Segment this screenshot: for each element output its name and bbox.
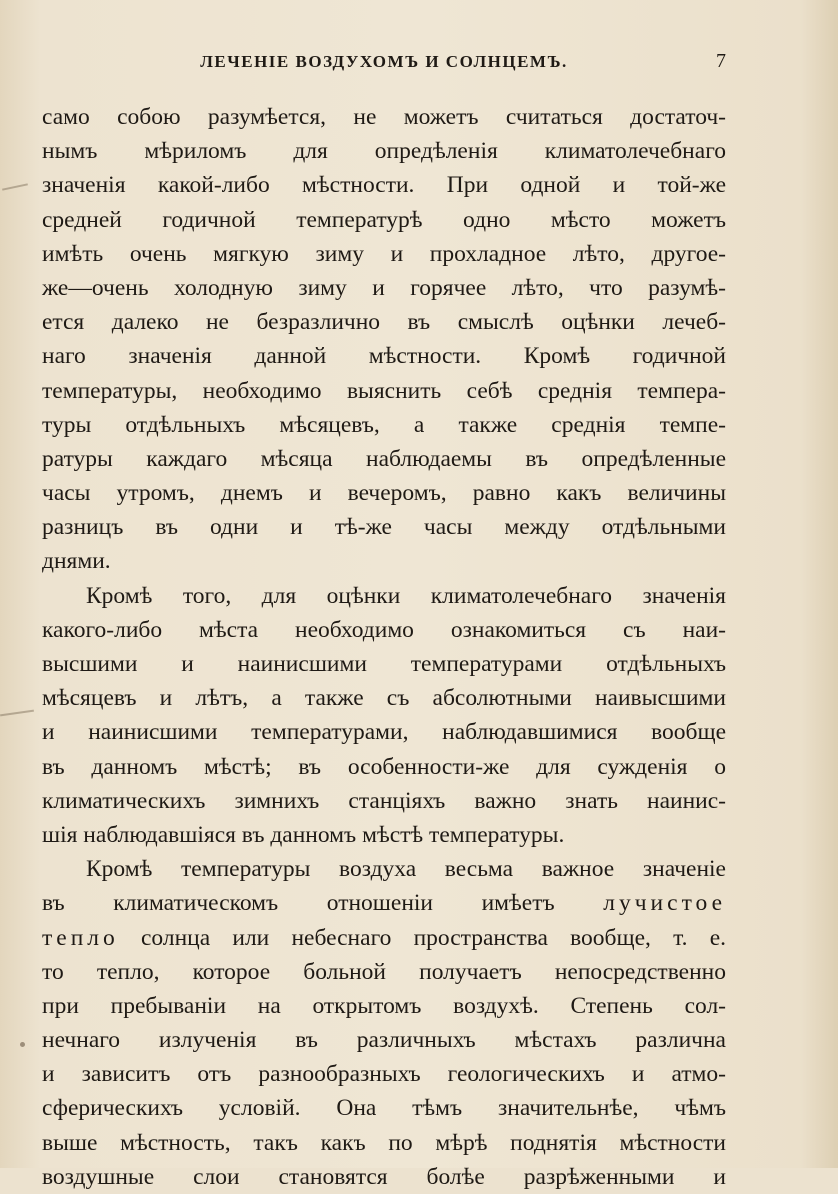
margin-mark xyxy=(2,183,28,190)
text-line xyxy=(42,921,726,955)
text-segment: солнца или небеснаго пространства вообще, т. е. xyxy=(140,924,726,951)
running-head xyxy=(42,50,726,78)
text-line: какого-либо мѣста необходимо ознакомиться съ наи- xyxy=(42,616,726,643)
text-line: при пребываніи на открытомъ воздухѣ. Степень сол- xyxy=(42,992,726,1019)
margin-mark xyxy=(0,710,34,717)
text-line: разницъ въ одни и тѣ-же часы между отдѣльными xyxy=(42,514,726,541)
text-line: само собою разумѣется, не можетъ считаться достаточ- xyxy=(42,104,726,130)
running-head-title: ЛЕЧЕНІЕ ВОЗДУХОМЪ И СОЛНЦЕМЪ. xyxy=(200,52,568,71)
text-line: туры отдѣльныхъ мѣсяцевъ, а также среднія темпе- xyxy=(42,411,726,438)
text-line: и зависитъ отъ разнообразныхъ геологическихъ и атмо- xyxy=(42,1061,726,1088)
paragraph-3 xyxy=(42,852,726,1194)
text-line: выше мѣстность, такъ какъ по мѣрѣ поднятія мѣстности xyxy=(42,1129,726,1156)
text-line: климатическихъ зимнихъ станціяхъ важно знать наинис- xyxy=(42,787,726,814)
text-line: наго значенія данной мѣстности. Кромѣ годичной xyxy=(42,343,726,370)
text-line: температуры, необходимо выяснить себѣ среднія темпера- xyxy=(42,377,726,404)
page-number: 7 xyxy=(716,50,726,72)
text-line: ратуры каждаго мѣсяца наблюдаемы въ опредѣленные xyxy=(42,445,726,472)
text-line: то тепло, которое больной получаетъ непосредственно xyxy=(42,958,726,985)
text-line: воздушные слои становятся болѣе разрѣженными и xyxy=(42,1163,726,1190)
paragraph-1 xyxy=(42,100,726,579)
text-line: Кромѣ температуры воздуха весьма важное значеніе xyxy=(86,856,726,883)
text-line: высшими и наинисшими температурами отдѣльныхъ xyxy=(42,651,726,677)
paragraph-2 xyxy=(42,579,726,853)
text-line: средней годичной температурѣ одно мѣсто можетъ xyxy=(42,206,726,233)
text-line xyxy=(42,886,726,920)
emphasized-term: тепло xyxy=(42,924,119,951)
text-line: часы утромъ, днемъ и вечеромъ, равно какъ величины xyxy=(42,480,726,507)
text-line: Кромѣ того, для оцѣнки климатолечебнаго значенія xyxy=(86,582,726,609)
body-text xyxy=(42,100,726,1194)
text-line: сферическихъ условій. Она тѣмъ значительнѣе, чѣмъ xyxy=(42,1095,726,1122)
text-line: нымъ мѣриломъ для опредѣленія климатолечебнаго xyxy=(42,138,726,165)
text-line: нечнаго излученія въ различныхъ мѣстахъ различна xyxy=(42,1027,726,1054)
text-line: значенія какой-либо мѣстности. При одной и той-же xyxy=(42,172,726,199)
text-line: ется далеко не безразлично въ смыслѣ оцѣнки лечеб- xyxy=(42,309,726,336)
text-line: имѣть очень мягкую зиму и прохладное лѣто, другое- xyxy=(42,240,726,267)
text-line: мѣсяцевъ и лѣтъ, а также съ абсолютными наивысшими xyxy=(42,685,726,712)
emphasized-term: лучистое xyxy=(603,890,726,917)
text-line: днями. xyxy=(42,548,111,575)
text-line: же—очень холодную зиму и горячее лѣто, что разумѣ- xyxy=(42,274,726,301)
text-line: въ данномъ мѣстѣ; въ особенности-же для сужденія о xyxy=(42,753,726,780)
margin-dot xyxy=(20,1042,25,1047)
text-line: шія наблюдавшіяся въ данномъ мѣстѣ температуры. xyxy=(42,821,565,848)
text-line: и наинисшими температурами, наблюдавшимися вообще xyxy=(42,719,726,746)
text-segment: въ климатическомъ отношеніи имѣетъ xyxy=(42,890,555,917)
